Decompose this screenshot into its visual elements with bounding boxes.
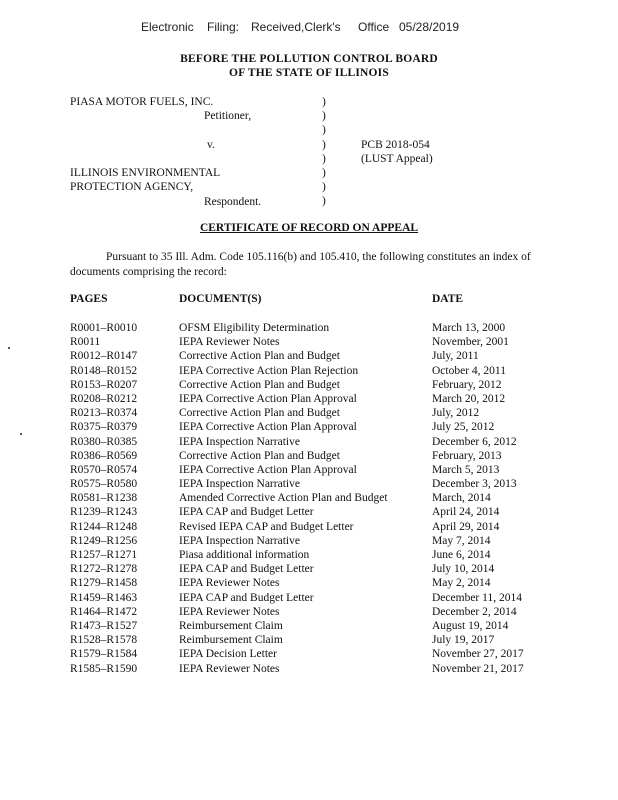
record-document: Reimbursement Claim xyxy=(179,619,283,632)
record-pages: R1239–R1243 xyxy=(70,506,138,519)
record-pages: R1473–R1527 xyxy=(70,619,138,632)
record-pages: R1249–R1256 xyxy=(70,534,138,547)
record-document: IEPA Corrective Action Plan Approval xyxy=(179,421,357,434)
record-document: IEPA Corrective Action Plan Rejection xyxy=(179,364,359,377)
record-document: IEPA CAP and Budget Letter xyxy=(179,506,314,519)
record-date: December 3, 2013 xyxy=(432,478,517,491)
respondent-name-line-1: ILLINOIS ENVIRONMENTAL xyxy=(70,167,221,179)
petitioner-name: PIASA MOTOR FUELS, INC. xyxy=(70,96,214,108)
record-pages: R0208–R0212 xyxy=(70,392,138,405)
record-document: IEPA Reviewer Notes xyxy=(179,605,280,618)
table-row xyxy=(0,534,618,548)
record-pages: R0570–R0574 xyxy=(70,463,138,476)
stamp-office: Office xyxy=(358,20,390,34)
table-row xyxy=(0,406,618,420)
petitioner-role: Petitioner, xyxy=(204,110,252,122)
record-date: May 2, 2014 xyxy=(432,577,491,590)
table-row xyxy=(0,576,618,590)
record-date: April 29, 2014 xyxy=(432,520,500,533)
record-date: November, 2001 xyxy=(432,336,509,349)
stamp-electronic: Electronic xyxy=(141,20,194,34)
respondent-role: Respondent. xyxy=(204,196,262,208)
record-date: February, 2013 xyxy=(432,449,502,462)
record-pages: R0375–R0379 xyxy=(70,421,138,434)
table-row xyxy=(0,349,618,363)
table-row xyxy=(0,662,618,676)
record-date: March 20, 2012 xyxy=(432,392,506,405)
record-document: IEPA Reviewer Notes xyxy=(179,662,280,675)
record-pages: R0581–R1238 xyxy=(70,492,138,505)
table-row xyxy=(0,505,618,519)
paren: ) xyxy=(322,110,326,123)
record-pages: R0001–R0010 xyxy=(70,322,138,334)
certificate-title: CERTIFICATE OF RECORD ON APPEAL xyxy=(199,222,419,234)
table-row xyxy=(0,435,618,449)
table-row xyxy=(0,420,618,434)
record-document: Reimbursement Claim xyxy=(179,634,283,647)
table-row xyxy=(0,392,618,406)
record-date: December 11, 2014 xyxy=(432,591,522,604)
column-header-pages: PAGES xyxy=(70,293,108,305)
record-date: November 27, 2017 xyxy=(432,648,524,661)
intro-paragraph xyxy=(70,250,540,279)
record-document: Revised IEPA CAP and Budget Letter xyxy=(179,520,354,533)
table-row xyxy=(0,619,618,633)
record-pages: R0011 xyxy=(70,336,101,349)
scan-speck xyxy=(20,433,22,435)
record-document: IEPA Corrective Action Plan Approval xyxy=(179,392,357,405)
table-row xyxy=(0,633,618,647)
versus: v. xyxy=(207,139,215,151)
table-row xyxy=(0,562,618,576)
record-document: Piasa additional information xyxy=(179,549,310,561)
record-date: July 10, 2014 xyxy=(432,563,495,576)
table-row xyxy=(0,520,618,534)
stamp-received: Received,Clerk's xyxy=(251,20,341,34)
case-number: PCB 2018-054 xyxy=(361,139,430,151)
record-pages: R1464–R1472 xyxy=(70,605,138,618)
record-date: February, 2012 xyxy=(432,378,502,391)
record-pages: R1459–R1463 xyxy=(70,591,138,604)
record-pages: R1279–R1458 xyxy=(70,577,138,590)
record-document: IEPA Inspection Narrative xyxy=(179,435,300,448)
paren: ) xyxy=(322,124,326,137)
column-header-document: DOCUMENT(S) xyxy=(179,293,262,305)
record-pages: R0575–R0580 xyxy=(70,478,138,491)
table-row xyxy=(0,491,618,505)
table-row xyxy=(0,463,618,477)
record-date: August 19, 2014 xyxy=(432,619,509,632)
table-row xyxy=(0,477,618,491)
paren: ) xyxy=(322,96,326,108)
record-document: IEPA Decision Letter xyxy=(179,648,277,661)
record-pages: R0386–R0569 xyxy=(70,449,138,462)
record-document: IEPA Reviewer Notes xyxy=(179,577,280,590)
table-row xyxy=(0,605,618,619)
record-date: July, 2011 xyxy=(432,350,479,363)
record-document: IEPA Corrective Action Plan Approval xyxy=(179,463,357,476)
table-row xyxy=(0,321,618,335)
table-row xyxy=(0,364,618,378)
record-pages: R1585–R1590 xyxy=(70,662,138,675)
board-line-1: BEFORE THE POLLUTION CONTROL BOARD xyxy=(180,53,438,65)
record-index-table xyxy=(0,321,618,676)
record-pages: R0213–R0374 xyxy=(70,407,138,420)
record-pages: R0012–R0147 xyxy=(70,350,138,363)
record-document: IEPA Reviewer Notes xyxy=(179,336,280,349)
board-heading xyxy=(0,52,618,80)
record-date: May 7, 2014 xyxy=(432,534,491,547)
table-row xyxy=(0,449,618,463)
paren: ) xyxy=(322,181,326,194)
paren: ) xyxy=(322,152,326,165)
record-document: Corrective Action Plan and Budget xyxy=(179,378,340,391)
record-document: Corrective Action Plan and Budget xyxy=(179,449,340,462)
record-document: IEPA Inspection Narrative xyxy=(179,478,300,491)
record-date: July 25, 2012 xyxy=(432,421,495,434)
table-row xyxy=(0,647,618,661)
paren: ) xyxy=(322,195,326,208)
scan-speck xyxy=(8,347,10,349)
record-document: Amended Corrective Action Plan and Budget xyxy=(179,492,388,505)
table-row xyxy=(0,378,618,392)
record-pages: R1272–R1278 xyxy=(70,563,138,576)
column-header-date: DATE xyxy=(432,293,464,305)
record-date: March, 2014 xyxy=(432,492,491,505)
stamp-date: 05/28/2019 xyxy=(399,20,460,34)
record-pages: R0153–R0207 xyxy=(70,378,138,391)
record-date: October 4, 2011 xyxy=(432,364,506,377)
record-pages: R0380–R0385 xyxy=(70,435,138,448)
paren: ) xyxy=(322,138,326,151)
record-document: IEPA CAP and Budget Letter xyxy=(179,563,314,576)
record-date: December 2, 2014 xyxy=(432,605,517,618)
record-date: December 6, 2012 xyxy=(432,435,517,448)
record-date: July, 2012 xyxy=(432,407,480,420)
record-pages: R1579–R1584 xyxy=(70,648,138,661)
caption-parentheses xyxy=(322,95,326,209)
table-row xyxy=(0,335,618,349)
record-date: March 5, 2013 xyxy=(432,463,500,476)
case-type: (LUST Appeal) xyxy=(361,153,433,165)
stamp-filing: Filing: xyxy=(207,20,240,34)
respondent-name-line-2: PROTECTION AGENCY, xyxy=(70,181,194,193)
record-date: June 6, 2014 xyxy=(432,549,491,561)
record-date: July 19, 2017 xyxy=(432,634,495,647)
paren: ) xyxy=(322,166,326,179)
record-document: OFSM Eligibility Determination xyxy=(179,322,330,334)
record-date: November 21, 2017 xyxy=(432,662,524,675)
record-document: IEPA Inspection Narrative xyxy=(179,534,300,547)
intro-text: Pursuant to 35 Ill. Adm. Code 105.116(b) and 105.410, the following constitutes an index of documents comprising the record: xyxy=(70,251,531,278)
record-document: IEPA CAP and Budget Letter xyxy=(179,591,314,604)
board-line-2: OF THE STATE OF ILLINOIS xyxy=(229,67,389,79)
table-row xyxy=(0,548,618,562)
record-document: Corrective Action Plan and Budget xyxy=(179,407,340,420)
record-pages: R1257–R1271 xyxy=(70,549,138,561)
table-row xyxy=(0,591,618,605)
record-pages: R1244–R1248 xyxy=(70,520,138,533)
record-pages: R0148–R0152 xyxy=(70,364,138,377)
record-date: April 24, 2014 xyxy=(432,506,500,519)
record-pages: R1528–R1578 xyxy=(70,634,138,647)
record-date: March 13, 2000 xyxy=(432,322,506,334)
record-document: Corrective Action Plan and Budget xyxy=(179,350,340,363)
